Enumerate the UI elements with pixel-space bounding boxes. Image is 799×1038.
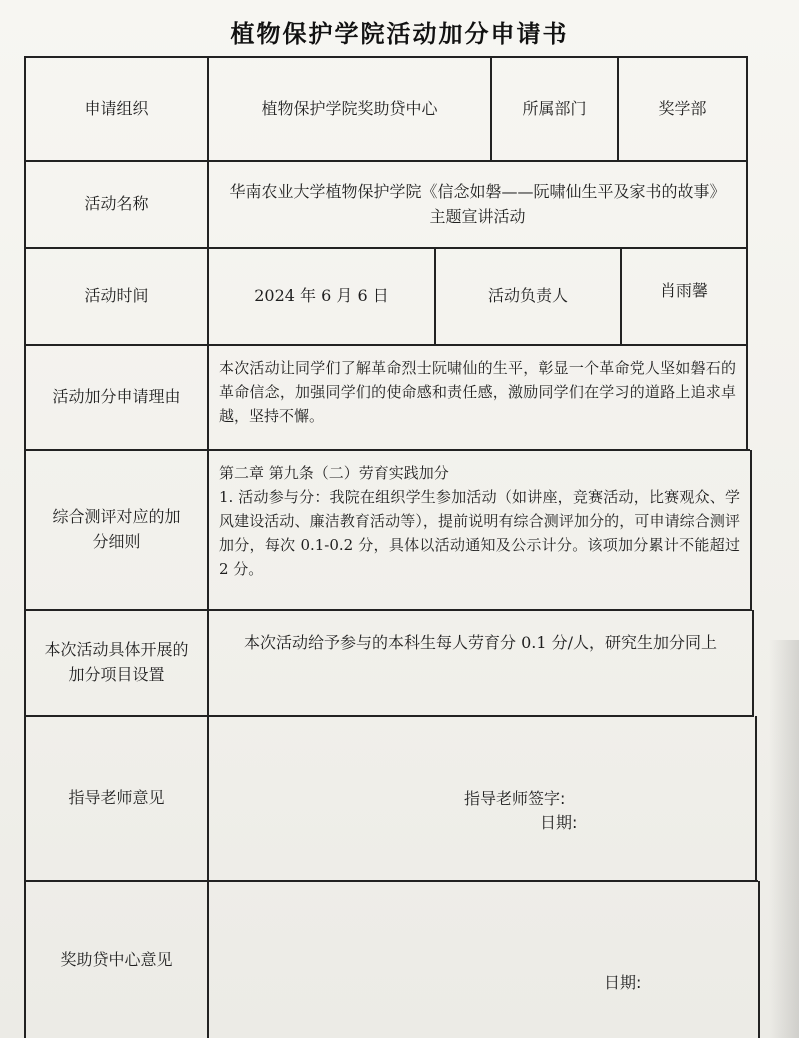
activity-time-label: 活动时间 — [84, 286, 149, 306]
advisor-signature-label: 指导老师签字: — [464, 789, 566, 808]
scoring-setup-label: 本次活动具体开展的加分项目设置 — [44, 640, 189, 684]
activity-leader-value: 肖雨馨 — [659, 281, 708, 300]
scoring-rule-heading: 第二章 第九条（二）劳育实践加分 — [219, 464, 449, 482]
department-value: 奖学部 — [658, 98, 707, 118]
table-border — [746, 56, 748, 451]
advisor-date-label: 日期: — [540, 813, 578, 832]
table-border — [750, 450, 752, 611]
department-label: 所属部门 — [522, 98, 587, 118]
table-border — [755, 716, 757, 882]
applicant-org-value: 植物保护学院奖助贷中心 — [261, 98, 438, 118]
scoring-rule-value — [209, 451, 750, 609]
applicant-org-label: 申请组织 — [84, 98, 149, 118]
aid-center-date-label: 日期: — [604, 973, 642, 992]
activity-leader-label: 活动负责人 — [487, 286, 568, 306]
table-border — [752, 610, 754, 717]
photo-edge-shadow — [769, 640, 799, 1038]
aid-center-opinion-label: 奖助贷中心意见 — [60, 949, 173, 969]
activity-name-label: 活动名称 — [84, 194, 149, 214]
page-title: 植物保护学院活动加分申请书 — [230, 20, 569, 48]
scoring-setup-value: 本次活动给予参与的本科生每人劳育分 0.1 分/人，研究生加分同上 — [243, 633, 717, 652]
reason-value: 本次活动让同学们了解革命烈士阮啸仙的生平，彰显一个革命党人坚如磐石的革命信念，加强同学们的使命感和责任感，激励同学们在学习的道路上追求卓越，坚持不懈。 — [219, 359, 736, 425]
activity-name-value: 华南农业大学植物保护学院《信念如磐——阮啸仙生平及家书的故事》主题宣讲活动 — [229, 181, 726, 226]
scoring-rule-label: 综合测评对应的加分细则 — [52, 507, 181, 551]
advisor-opinion-label: 指导老师意见 — [68, 788, 165, 808]
activity-time-value: 2024 年 6 月 6 日 — [254, 286, 389, 306]
table-border — [758, 881, 760, 1038]
scoring-rule-detail: 1. 活动参与分：我院在组织学生参加活动（如讲座，竞赛活动，比赛观众、学风建设活动、廉洁教育活动等），提前说明有综合测评加分的，可申请综合测评加分，每次 0.1-0.2 分，具体以活动通知及公示计分。该项加分累计不能超过 2 分。 — [219, 488, 740, 578]
reason-label: 活动加分申请理由 — [52, 387, 181, 407]
